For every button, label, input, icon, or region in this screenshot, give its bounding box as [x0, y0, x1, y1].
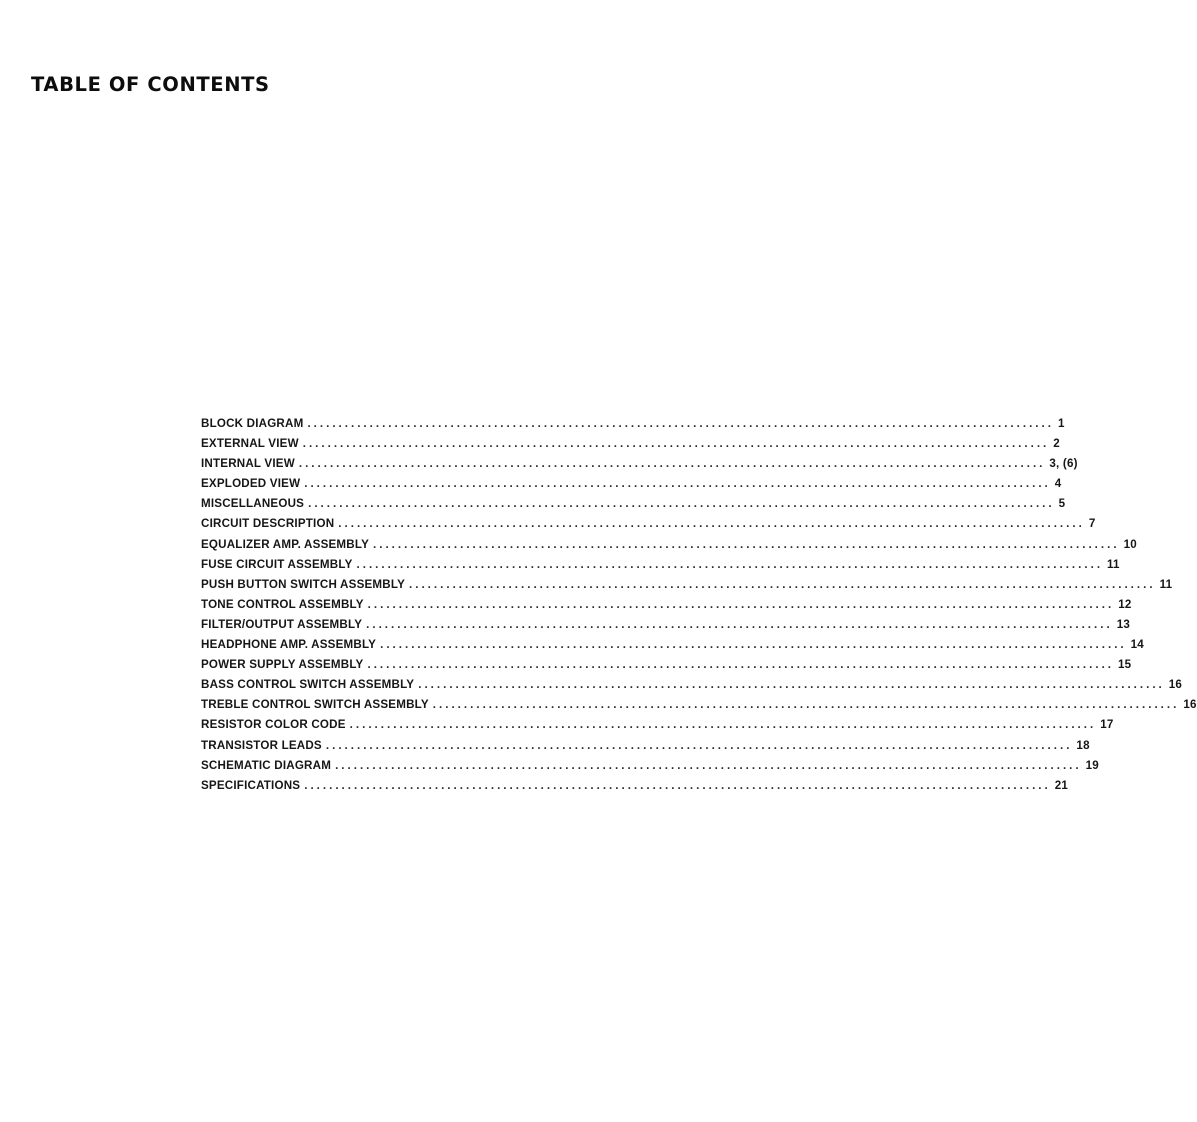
toc-entry-page: 17	[1100, 718, 1114, 732]
page-title: TABLE OF CONTENTS	[31, 73, 270, 96]
toc-entry-page: 16	[1168, 678, 1183, 692]
dot-leader: ........................................................................................................................	[338, 517, 1085, 531]
toc-entry-page: 10	[1123, 537, 1137, 551]
toc-entry-label: SCHEMATIC DIAGRAM	[201, 758, 332, 772]
toc-entry-label: TRANSISTOR LEADS	[201, 738, 322, 752]
dot-leader: ........................................................................................................................	[373, 537, 1120, 551]
toc-entry-label: EXTERNAL VIEW	[201, 437, 299, 451]
toc-entry-page: 2	[1053, 437, 1060, 451]
toc-entry-treble-control-switch-assembly	[201, 698, 1197, 718]
toc-entry-label: TONE CONTROL ASSEMBLY	[201, 597, 364, 611]
toc-entry-label: EXPLODED VIEW	[201, 477, 301, 491]
dot-leader: ........................................................................................................................	[367, 658, 1115, 672]
dot-leader: ........................................................................................................................	[308, 497, 1055, 511]
toc-entry-label: CIRCUIT DESCRIPTION	[201, 517, 335, 531]
toc-entry-specifications	[201, 778, 1069, 799]
toc-entry-block-diagram	[201, 417, 1065, 437]
toc-entry-page: 5	[1058, 497, 1066, 511]
toc-entry-label: FUSE CIRCUIT ASSEMBLY	[201, 557, 353, 571]
toc-entry-page: 14	[1130, 638, 1144, 652]
toc-entry-power-supply-assembly	[201, 658, 1132, 678]
toc-entry-page: 11	[1159, 577, 1173, 591]
dot-leader: ........................................................................................................................	[356, 557, 1104, 571]
toc-entry-push-button-switch-assembly	[201, 577, 1173, 598]
dot-leader: ........................................................................................................................	[432, 698, 1180, 712]
toc-entry-resistor-color-code	[201, 718, 1114, 738]
toc-entry-schematic-diagram	[201, 758, 1099, 779]
toc-entry-page: 18	[1076, 738, 1090, 752]
toc-entry-fuse-circuit-assembly	[201, 557, 1120, 578]
dot-leader: ........................................................................................................................	[366, 617, 1113, 631]
toc-entry-bass-control-switch-assembly	[201, 678, 1183, 698]
dot-leader: ........................................................................................................................	[380, 638, 1127, 652]
dot-leader: ........................................................................................................................	[304, 778, 1051, 792]
toc-entry-transistor-leads	[201, 738, 1090, 759]
toc-entry-page: 19	[1085, 758, 1099, 772]
toc-entry-page: 3, (6)	[1049, 457, 1078, 471]
dot-leader: ........................................................................................................................	[418, 678, 1165, 692]
toc-entry-label: POWER SUPPLY ASSEMBLY	[201, 658, 364, 672]
dot-leader: ........................................................................................................................	[409, 577, 1156, 591]
toc-entry-page: 1	[1057, 417, 1065, 430]
toc-entry-label: BLOCK DIAGRAM	[201, 417, 304, 430]
dot-leader: ........................................................................................................................	[335, 758, 1082, 772]
toc-entry-equalizer-amp-assembly	[201, 537, 1137, 558]
toc-entry-exploded-view	[201, 477, 1062, 497]
dot-leader: ........................................................................................................................	[307, 417, 1054, 430]
toc-list	[201, 417, 1197, 799]
toc-entry-label: HEADPHONE AMP. ASSEMBLY	[201, 638, 377, 652]
dot-leader: ........................................................................................................................	[302, 437, 1050, 451]
toc-entry-label: SPECIFICATIONS	[201, 778, 301, 792]
dot-leader: ........................................................................................................................	[367, 597, 1115, 611]
toc-entry-page: 16	[1183, 698, 1197, 712]
dot-leader: ........................................................................................................................	[304, 477, 1051, 491]
toc-entry-label: INTERNAL VIEW	[201, 457, 295, 471]
toc-entry-label: PUSH BUTTON SWITCH ASSEMBLY	[201, 577, 406, 591]
dot-leader: ........................................................................................................................	[349, 718, 1097, 732]
toc-entry-label: FILTER/OUTPUT ASSEMBLY	[201, 617, 363, 631]
toc-entry-label: TREBLE CONTROL SWITCH ASSEMBLY	[201, 698, 429, 712]
toc-entry-page: 4	[1054, 477, 1062, 491]
toc-entry-headphone-amp-assembly	[201, 638, 1144, 658]
toc-entry-external-view	[201, 437, 1060, 457]
toc-entry-page: 13	[1116, 617, 1130, 631]
toc-entry-page: 7	[1088, 517, 1096, 531]
toc-entry-page: 12	[1118, 597, 1132, 611]
toc-entry-internal-view	[201, 457, 1078, 477]
dot-leader: ........................................................................................................................	[325, 738, 1073, 752]
toc-entry-page: 15	[1118, 658, 1132, 672]
toc-entry-label: RESISTOR COLOR CODE	[201, 718, 346, 732]
toc-entry-circuit-description	[201, 517, 1096, 537]
dot-leader: ........................................................................................................................	[298, 457, 1046, 471]
toc-entry-page: 21	[1054, 778, 1069, 792]
toc-entry-label: BASS CONTROL SWITCH ASSEMBLY	[201, 678, 415, 692]
toc-entry-tone-control-assembly	[201, 597, 1132, 618]
toc-entry-miscellaneous	[201, 497, 1066, 517]
toc-entry-label: EQUALIZER AMP. ASSEMBLY	[201, 537, 370, 551]
toc-entry-filter-output-assembly	[201, 617, 1130, 638]
toc-entry-label: MISCELLANEOUS	[201, 497, 305, 511]
toc-entry-page: 11	[1107, 557, 1120, 571]
